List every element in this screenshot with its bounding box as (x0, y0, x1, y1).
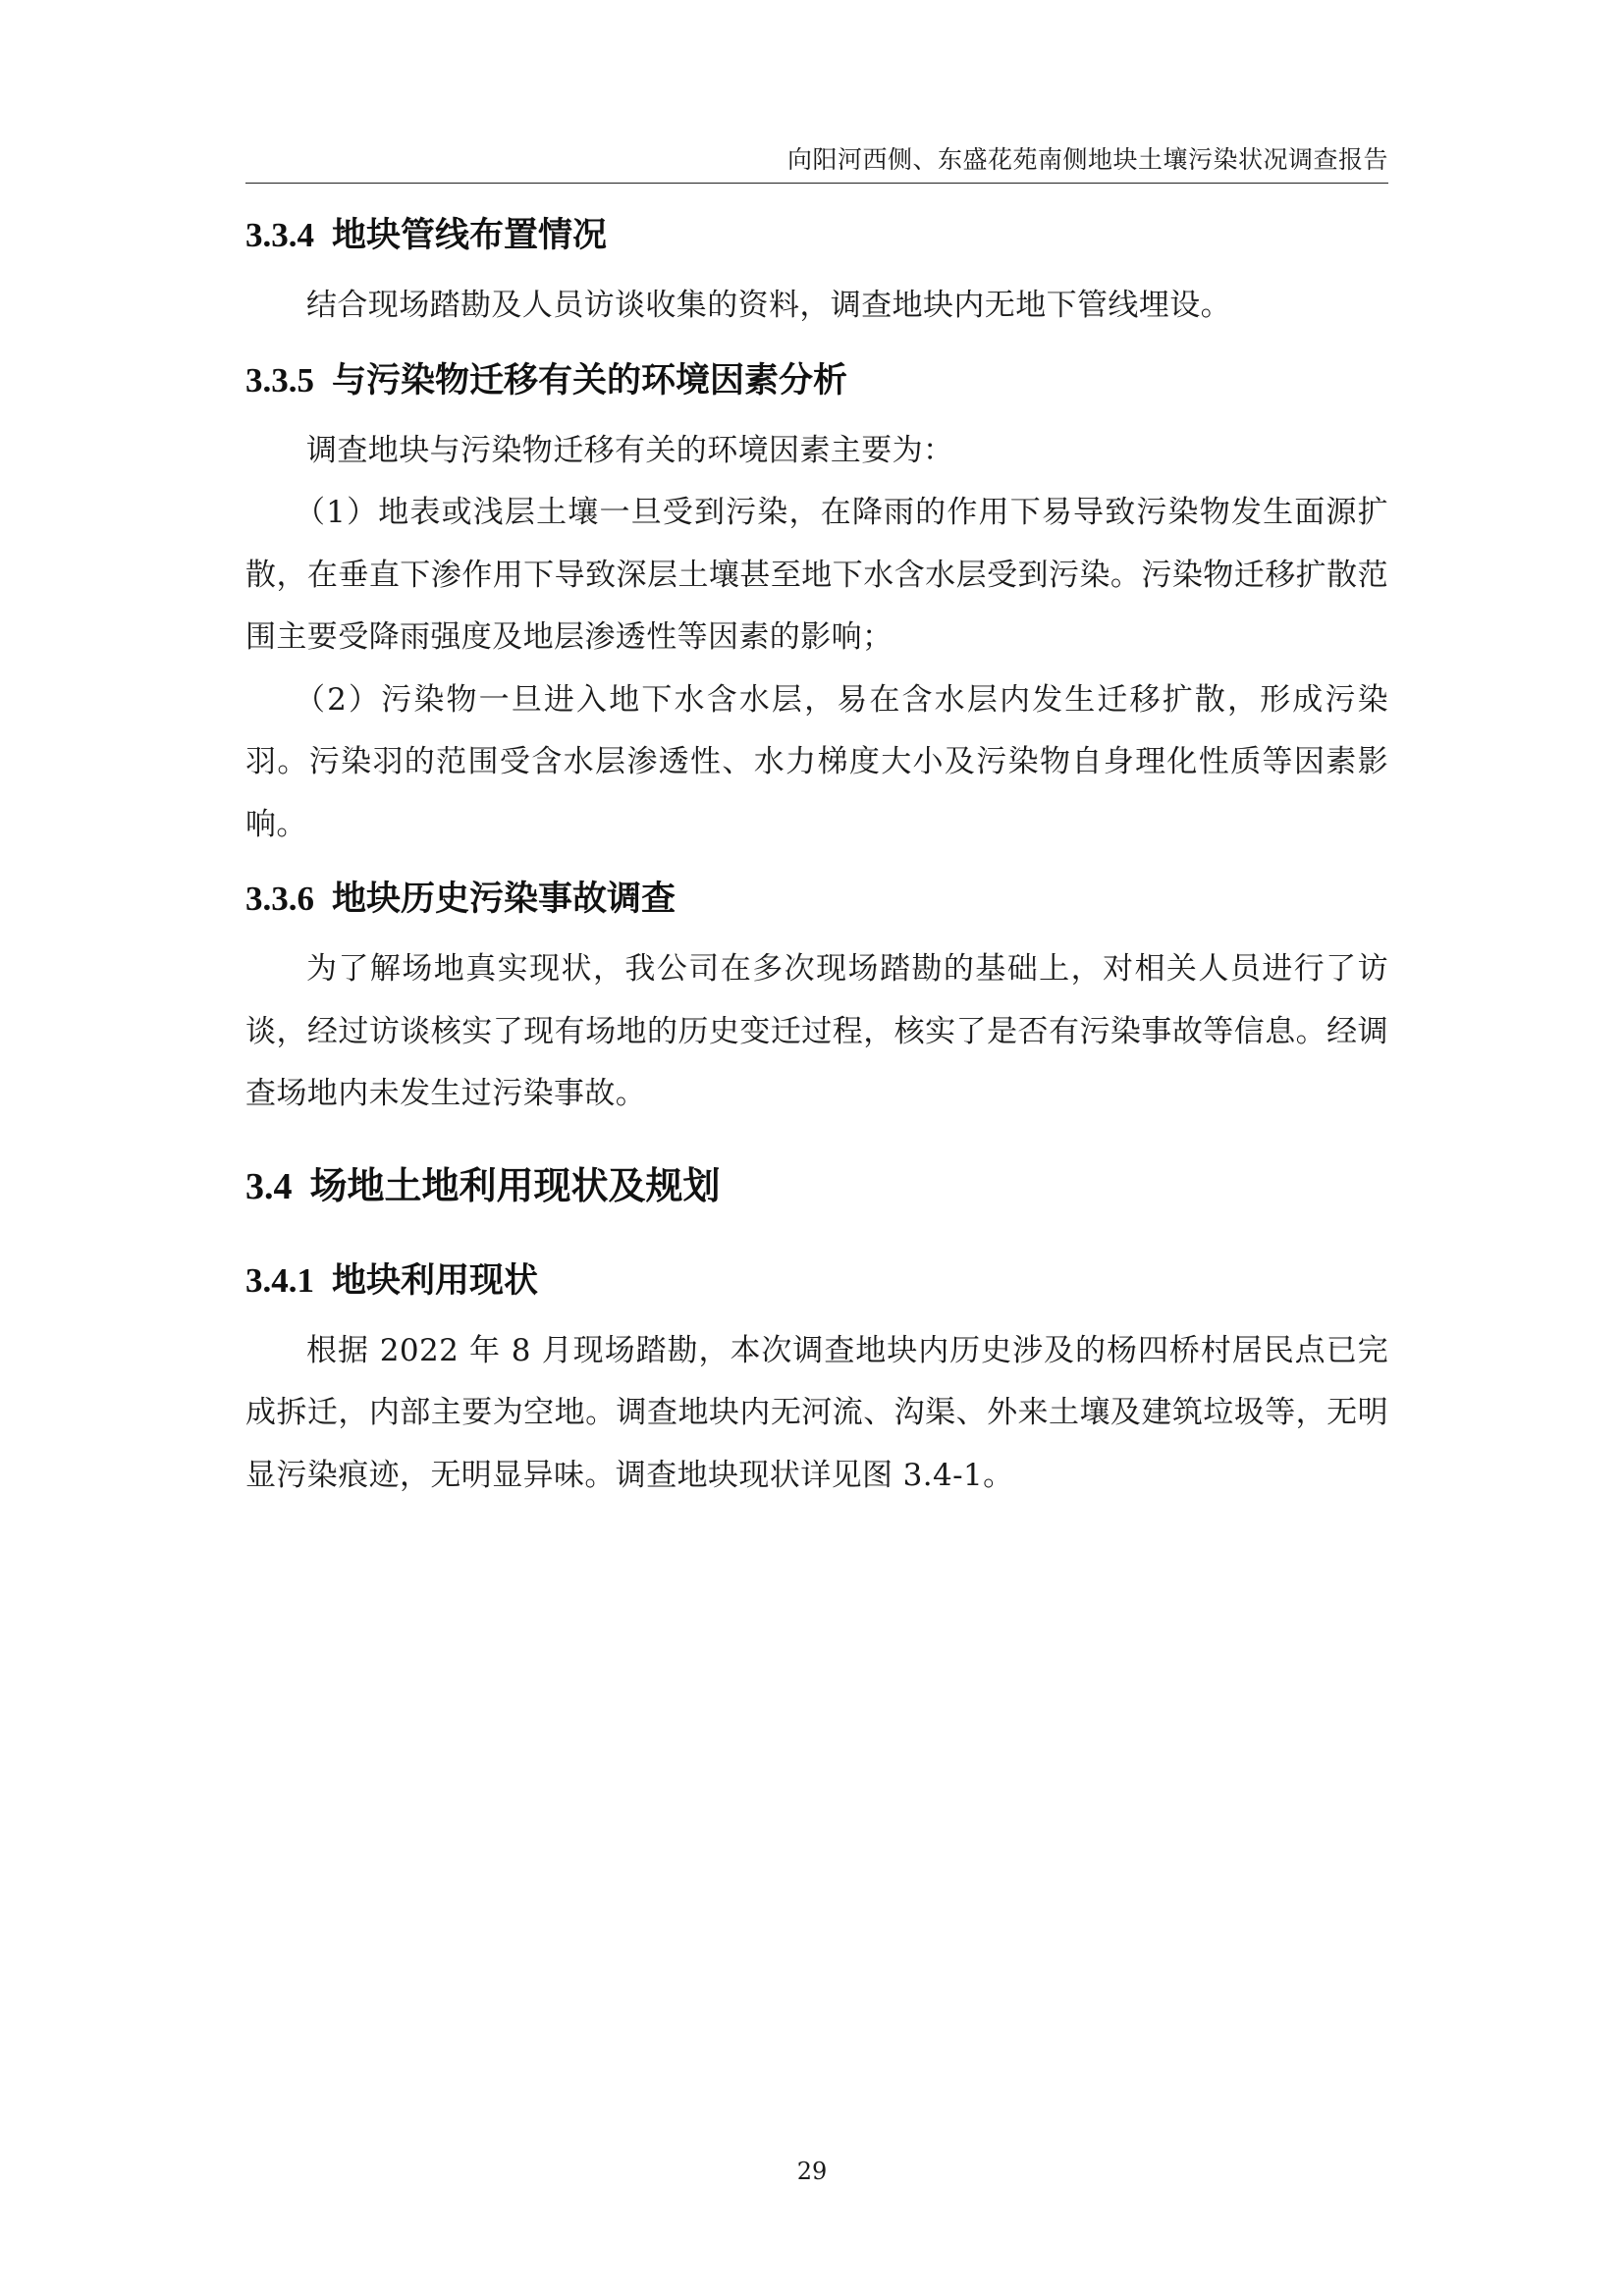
heading-title: 地块历史污染事故调查 (332, 880, 677, 919)
heading-number: 3.3.6 (245, 880, 314, 918)
paragraph-pipeline: 结合现场踏勘及人员访谈收集的资料，调查地块内无地下管线埋设。 (306, 288, 1231, 323)
paragraph-accident-history: 为了解场地真实现状，我公司在多次现场踏勘的基础上，对相关人员进行了访谈，经过访谈核实了现有场地的历史变迁过程，核实了是否有污染事故等信息。经调查场地内未发生过污染事故。 (245, 951, 1388, 1111)
page-number: 29 (796, 2158, 828, 2185)
paragraph-env-factors-intro: 调查地块与污染物迁移有关的环境因素主要为： (306, 432, 954, 468)
paragraph-land-use-status: 根据 2022 年 8 月现场踏勘，本次调查地块内历史涉及的杨四桥村居民点已完成拆迁，内部主要为空地。调查地块内无河流、沟渠、外来土壤及建筑垃圾等，无明显污染痕迹，无明显异味。调查地块现状详见图 3.4-1。 (245, 1332, 1388, 1493)
heading-title: 地块利用现状 (332, 1260, 539, 1301)
heading-3-3-5 (245, 342, 1388, 420)
heading-title: 与污染物迁移有关的环境因素分析 (332, 360, 848, 400)
paragraph-env-factor-1: （1）地表或浅层土壤一旦受到污染，在降雨的作用下易导致污染物发生面源扩散，在垂直下渗作用下导致深层土壤甚至地下水含水层受到污染。污染物迁移扩散范围主要受降雨强度及地层渗透性等因素的影响； (245, 495, 1388, 655)
page-body (245, 196, 1388, 1507)
heading-number: 3.4.1 (245, 1260, 314, 1300)
heading-3-3-4 (245, 196, 1388, 275)
running-header (245, 143, 1388, 184)
heading-3-4-1 (245, 1242, 1388, 1320)
heading-number: 3.3.4 (245, 216, 314, 254)
heading-title: 地块管线布置情况 (332, 216, 608, 255)
heading-3-3-6 (245, 860, 1388, 938)
paragraph-env-factor-2: （2）污染物一旦进入地下水含水层，易在含水层内发生迁移扩散，形成污染羽。污染羽的范围受含水层渗透性、水力梯度大小及污染物自身理化性质等因素影响。 (245, 681, 1388, 842)
heading-number: 3.3.5 (245, 360, 314, 400)
heading-title: 场地土地利用现状及规划 (309, 1163, 721, 1207)
header-title: 向阳河西侧、东盛花苑南侧地块土壤污染状况调查报告 (786, 145, 1388, 174)
heading-number: 3.4 (245, 1165, 293, 1207)
heading-3-4 (245, 1144, 1388, 1228)
